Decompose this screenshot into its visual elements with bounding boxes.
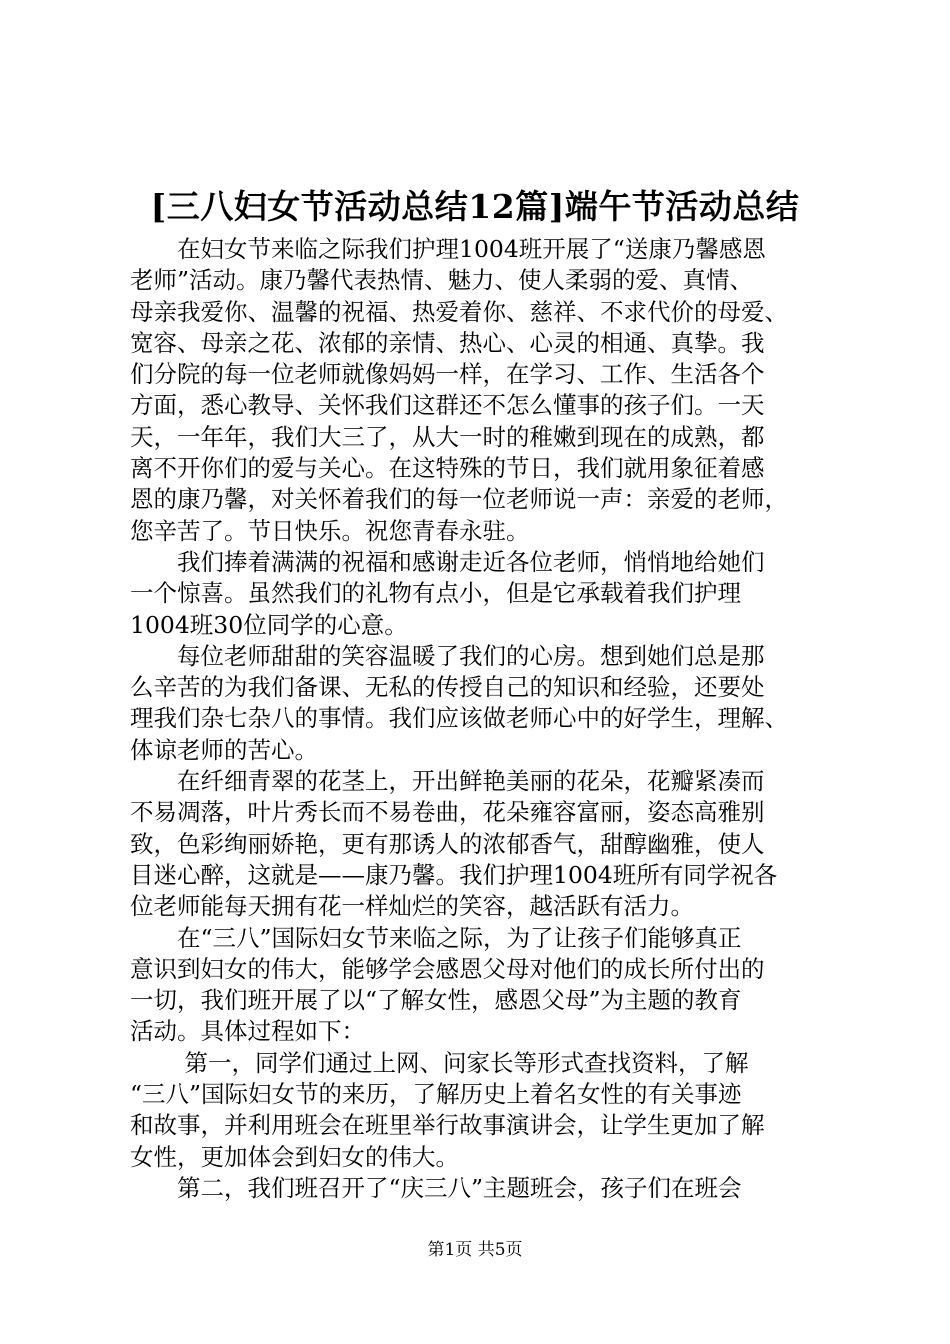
text-line: 一个惊喜。虽然我们的礼物有点小，但是它承载着我们护理 [130, 579, 741, 608]
text-line: 和故事，并利用班会在班里举行故事演讲会，让学生更加了解 [130, 1111, 765, 1140]
document-title: [三八妇女节活动总结12篇]端午节活动总结 [150, 187, 800, 226]
text-line: 1004班30位同学的心意。 [130, 610, 408, 639]
text-line: 在纤细青翠的花茎上，开出鲜艳美丽的花朵，花瓣紧凑而 [130, 767, 765, 796]
text-line: 在“三八”国际妇女节来临之际，为了让孩子们能够真正 [130, 923, 742, 952]
text-line: 们分院的每一位老师就像妈妈一样，在学习、工作、生活各个 [130, 360, 765, 389]
text-line: 女性，更加体会到妇女的伟大。 [130, 1142, 459, 1171]
text-line: 体谅老师的苦心。 [130, 735, 318, 764]
text-line: “三八”国际妇女节的来历，了解历史上着名女性的有关事迹 [130, 1080, 742, 1109]
text-line: 第二，我们班召开了“庆三八”主题班会，孩子们在班会 [130, 1173, 742, 1202]
text-line: 母亲我爱你、温馨的祝福、热爱着你、慈祥、不求代价的母爱、 [130, 297, 788, 326]
text-line: 宽容、母亲之花、浓郁的亲情、热心、心灵的相通、真挚。我 [130, 328, 765, 357]
text-line: 方面，悉心教导、关怀我们这群还不怎么懂事的孩子们。一天 [130, 391, 765, 420]
text-line: 一切，我们班开展了以“了解女性，感恩父母”为主题的教育 [130, 986, 742, 1015]
text-line: 活动。具体过程如下： [130, 1017, 365, 1046]
text-line: 恩的康乃馨，对关怀着我们的每一位老师说一声：亲爱的老师， [130, 485, 788, 514]
text-line: 第一，同学们通过上网、问家长等形式查找资料，了解 [130, 1048, 749, 1077]
page-number-footer: 第1页 共5页 [427, 1240, 523, 1260]
text-line: 意识到妇女的伟大，能够学会感恩父母对他们的成长所付出的 [130, 954, 765, 983]
document-body [130, 234, 830, 1204]
text-line: 目迷心醉，这就是——康乃馨。我们护理1004班所有同学祝各 [130, 860, 778, 889]
text-line: 您辛苦了。节日快乐。祝您青春永驻。 [130, 516, 530, 545]
text-line: 位老师能每天拥有花一样灿烂的笑容，越活跃有活力。 [130, 892, 694, 921]
text-line: 离不开你们的爱与关心。在这特殊的节日，我们就用象征着感 [130, 454, 765, 483]
text-line: 不易凋落，叶片秀长而不易卷曲，花朵雍容富丽，姿态高雅别 [130, 798, 765, 827]
text-line: 致，色彩绚丽娇艳，更有那诱人的浓郁香气，甜醇幽雅，使人 [130, 829, 765, 858]
text-line: 理我们杂七杂八的事情。我们应该做老师心中的好学生，理解、 [130, 704, 788, 733]
text-line: 天，一年年，我们大三了，从大一时的稚嫩到现在的成熟，都 [130, 422, 765, 451]
text-line: 每位老师甜甜的笑容温暖了我们的心房。想到她们总是那 [130, 641, 765, 670]
text-line: 老师”活动。康乃馨代表热情、魅力、使人柔弱的爱、真情、 [130, 266, 754, 295]
text-line: 在妇女节来临之际我们护理1004班开展了“送康乃馨感恩 [130, 235, 766, 263]
text-line: 我们捧着满满的祝福和感谢走近各位老师，悄悄地给她们 [130, 547, 765, 576]
text-line: 么辛苦的为我们备课、无私的传授自己的知识和经验，还要处 [130, 673, 765, 702]
